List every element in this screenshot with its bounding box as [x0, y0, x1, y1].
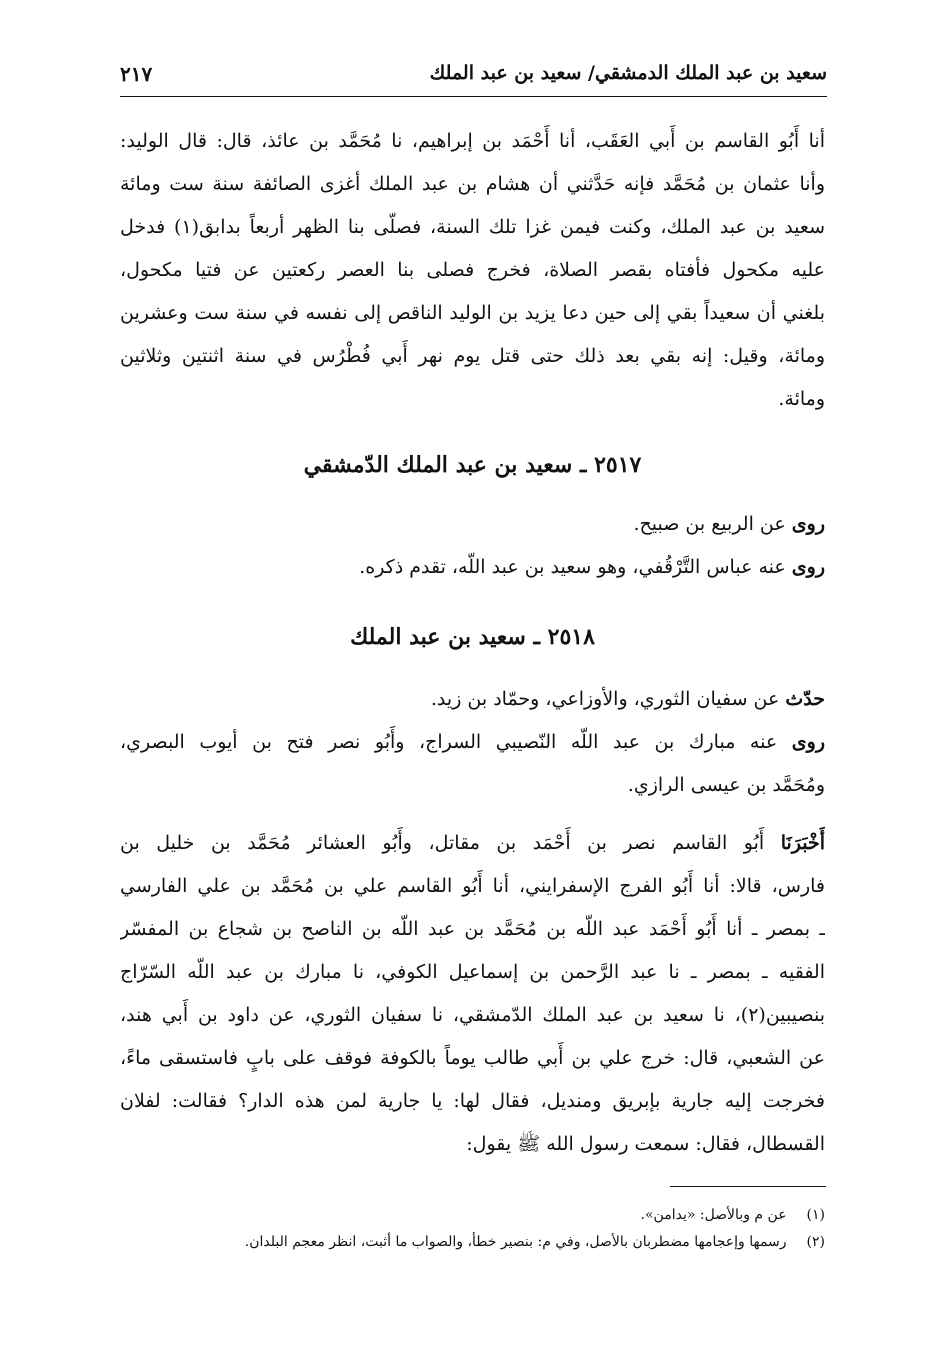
footnote	[120, 1229, 825, 1256]
text-line	[120, 721, 825, 764]
text-line: القسطال، فقال: سمعت رسول الله ﷺ يقول:	[466, 1133, 825, 1155]
text-line	[120, 503, 825, 546]
text-line: أنا أَبُو القاسم بن أَبي العَقَب، أنا أَحْمَد بن إبراهيم، نا مُحَمَّد بن عائذ، قال: قال الوليد:	[120, 130, 825, 152]
text-span: عن سفيان الثوري، والأوزاعي، وحمّاد بن زيد.	[430, 688, 780, 710]
entry-heading-2517: ٢٥١٧ ـ سعيد بن عبد الملك الدّمشقي	[303, 452, 642, 478]
keyword: أَخْبَرَنَا	[780, 832, 825, 854]
text-line	[120, 822, 825, 865]
text-span: عن الربيع بن صبيح.	[633, 513, 786, 535]
page-header	[120, 58, 827, 94]
header-rule	[120, 96, 827, 97]
keyword: روى	[791, 556, 825, 578]
text-span: عنه عباس التَّرْقُفي، وهو سعيد بن عبد اللّه، تقدم ذكره.	[359, 556, 786, 578]
entry-heading-2518: ٢٥١٨ ـ سعيد بن عبد الملك	[350, 624, 595, 650]
text-line	[120, 678, 825, 721]
text-line: عن الشعبي، قال: خرج علي بن أَبي طالب يوماً بالكوفة فوقف على بابٍ فاستسقى ماءً،	[120, 1047, 825, 1069]
text-line: الفقيه ـ بمصر ـ نا عبد الرَّحمن بن إسماعيل الكوفي، نا مبارك بن عبد اللّه السّرّاج	[120, 961, 825, 983]
text-line	[120, 546, 825, 589]
footnote-text: رسمها وإعجامها مضطربان بالأصل، وفي م: بنصير خطأ، والصواب ما أثبت، انظر معجم البلدان.	[244, 1234, 787, 1250]
text-line: ومائة.	[778, 388, 825, 410]
text-span: عنه مبارك بن عبد اللّه النّصيبي السراج، وأَبُو نصر فتح بن أيوب البصري،	[120, 731, 778, 753]
footnote-number: (٢)	[806, 1234, 825, 1250]
entry-2518-isnad	[120, 822, 825, 1166]
text-line: ـ بمصر ـ أنا أَبُو أَحْمَد عبد اللّه بن مُحَمَّد بن عبد اللّه بن الناصح بن شجاع بن المفسّر	[120, 918, 825, 940]
text-span: أَبُو القاسم نصر بن أَحْمَد بن مقاتل، وأَبُو العشائر مُحَمَّد بن خليل بن	[120, 832, 765, 854]
keyword: روى	[791, 513, 825, 535]
text-line: بلغني أن سعيداً بقي إلى حين دعا يزيد بن الوليد الناقص إلى نفسه في سنة ست وعشرين	[120, 302, 825, 324]
entry-2518-body	[120, 678, 825, 807]
text-line: فخرجت إليه جارية بإبريق ومنديل، فقال لها: يا جارية لمن هذه الدار؟ فقالت: لفلان	[120, 1090, 825, 1112]
text-line: عليه مكحول فأفتاه بقصر الصلاة، فخرج فصلى بنا العصر ركعتين عن فتيا مكحول،	[120, 259, 825, 281]
page-number: ٢١٧	[120, 62, 153, 86]
footnote	[120, 1202, 825, 1229]
footnote-rule	[670, 1186, 826, 1187]
keyword: روى	[791, 731, 825, 753]
intro-paragraph	[120, 120, 825, 421]
keyword: حدّث	[785, 688, 825, 710]
text-line: فارس، قالا: أنا أَبُو الفرج الإسفرايني، أنا أَبُو القاسم علي بن مُحَمَّد بن علي الفارسي	[120, 875, 825, 897]
text-line: بنصيبين(٢)، نا سعيد بن عبد الملك الدّمشقي، نا سفيان الثوري، عن داود بن أَبي هند،	[120, 1004, 825, 1026]
footnotes	[120, 1202, 825, 1256]
footnote-number: (١)	[806, 1207, 825, 1223]
running-title: سعيد بن عبد الملك الدمشقي/ سعيد بن عبد الملك	[429, 62, 827, 84]
text-line: ومُحَمَّد بن عيسى الرازي.	[627, 774, 825, 796]
text-line: وأنا عثمان بن مُحَمَّد فإنه حَدَّثني أن هشام بن عبد الملك أغزى الصائفة سنة ست ومائة	[120, 173, 825, 195]
text-line: سعيد بن عبد الملك، وكنت فيمن غزا تلك السنة، فصلّى بنا الظهر أربعاً بدابق(١) فدخل	[120, 216, 825, 238]
entry-2517-body	[120, 503, 825, 589]
footnote-text: عن م وبالأصل: «يدامن».	[640, 1207, 787, 1223]
text-line: ومائة، وقيل: إنه بقي بعد ذلك حتى قتل يوم نهر أَبي فُطْرُس في سنة اثنتين وثلاثين	[120, 345, 825, 367]
